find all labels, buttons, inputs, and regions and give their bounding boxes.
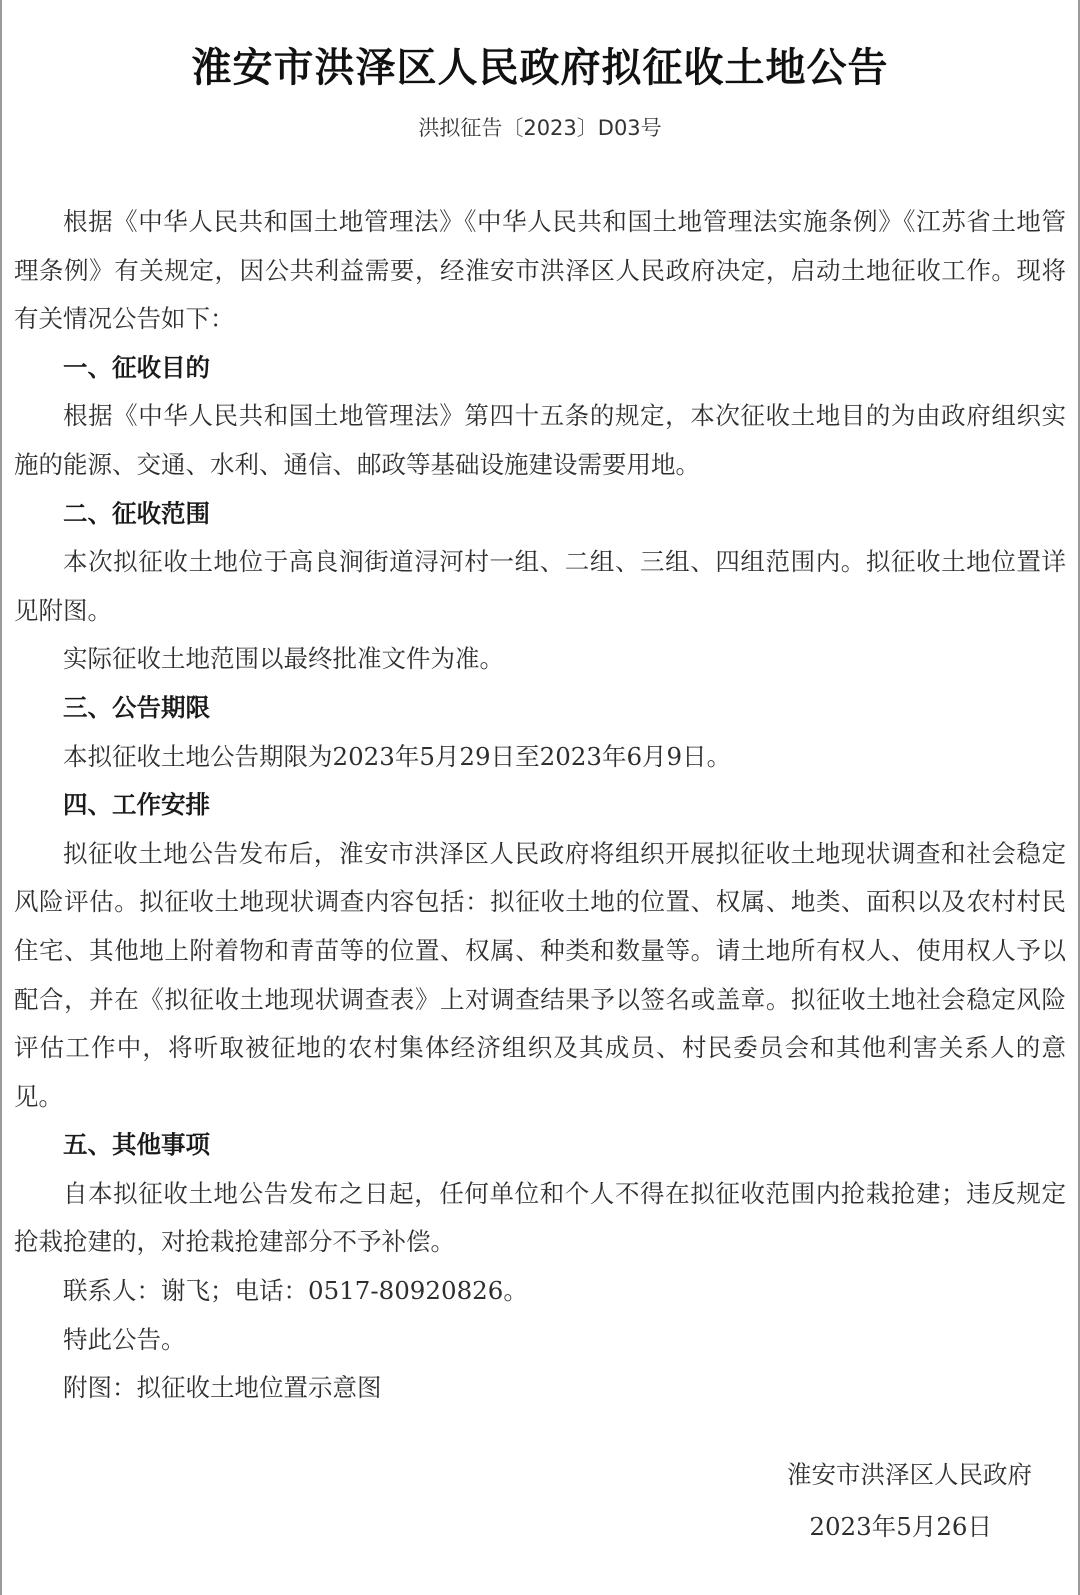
section-heading: 五、其他事项 <box>63 1130 210 1160</box>
body-paragraph: 特此公告。 <box>63 1324 186 1354</box>
issuer-signature: 淮安市洪泽区人民政府 <box>787 1460 1032 1489</box>
body-paragraph: 拟征收土地公告发布后，淮安市洪泽区人民政府将组织开展拟征收土地现状调查和社会稳定风险评估。拟征收土地现状调查内容包括：拟征收土地的位置、权属、地类、面积以及农村村民住宅、其他地上附着物和青苗等的位置、权属、种类和数量等。请土地所有权人、使用权人予以配合，并在《拟征收土地现状调查表》上对调查结果予以签名或盖章。拟征收土地社会稳定风险评估工作中，将听取被征地的农村集体经济组织及其成员、村民委员会和其他利害关系人的意见。 <box>14 838 1066 1111</box>
section-heading: 一、征收目的 <box>63 352 210 382</box>
body-paragraph: 根据《中华人民共和国土地管理法》第四十五条的规定，本次征收土地目的为由政府组织实施的能源、交通、水利、通信、邮政等基础设施建设需要用地。 <box>14 401 1066 479</box>
body-paragraph: 本次拟征收土地位于高良涧街道浔河村一组、二组、三组、四组范围内。拟征收土地位置详见附图。 <box>14 547 1066 625</box>
section-heading: 四、工作安排 <box>63 790 210 820</box>
body-paragraph: 自本拟征收土地公告发布之日起，任何单位和个人不得在拟征收范围内抢栽抢建；违反规定抢栽抢建的，对抢栽抢建部分不予补偿。 <box>14 1178 1066 1257</box>
body-paragraph: 附图：拟征收土地位置示意图 <box>63 1373 382 1403</box>
page-title: 淮安市洪泽区人民政府拟征收土地公告 <box>191 45 889 91</box>
document-number: 洪拟征告〔2023〕D03号 <box>418 116 662 140</box>
body-paragraph: 本拟征收土地公告期限为2023年5月29日至2023年6月9日。 <box>63 741 732 771</box>
section-heading: 三、公告期限 <box>63 692 210 722</box>
body-paragraph: 联系人：谢飞；电话：0517-80920826。 <box>63 1276 528 1306</box>
document-body <box>14 198 1066 1413</box>
body-paragraph: 实际征收土地范围以最终批准文件为准。 <box>63 644 504 674</box>
issue-date: 2023年5月26日 <box>809 1512 992 1541</box>
body-paragraph: 根据《中华人民共和国土地管理法》《中华人民共和国土地管理法实施条例》《江苏省土地管理条例》有关规定，因公共利益需要，经淮安市洪泽区人民政府决定，启动土地征收工作。现将有关情况公告如下： <box>14 207 1066 334</box>
section-heading: 二、征收范围 <box>63 498 210 528</box>
